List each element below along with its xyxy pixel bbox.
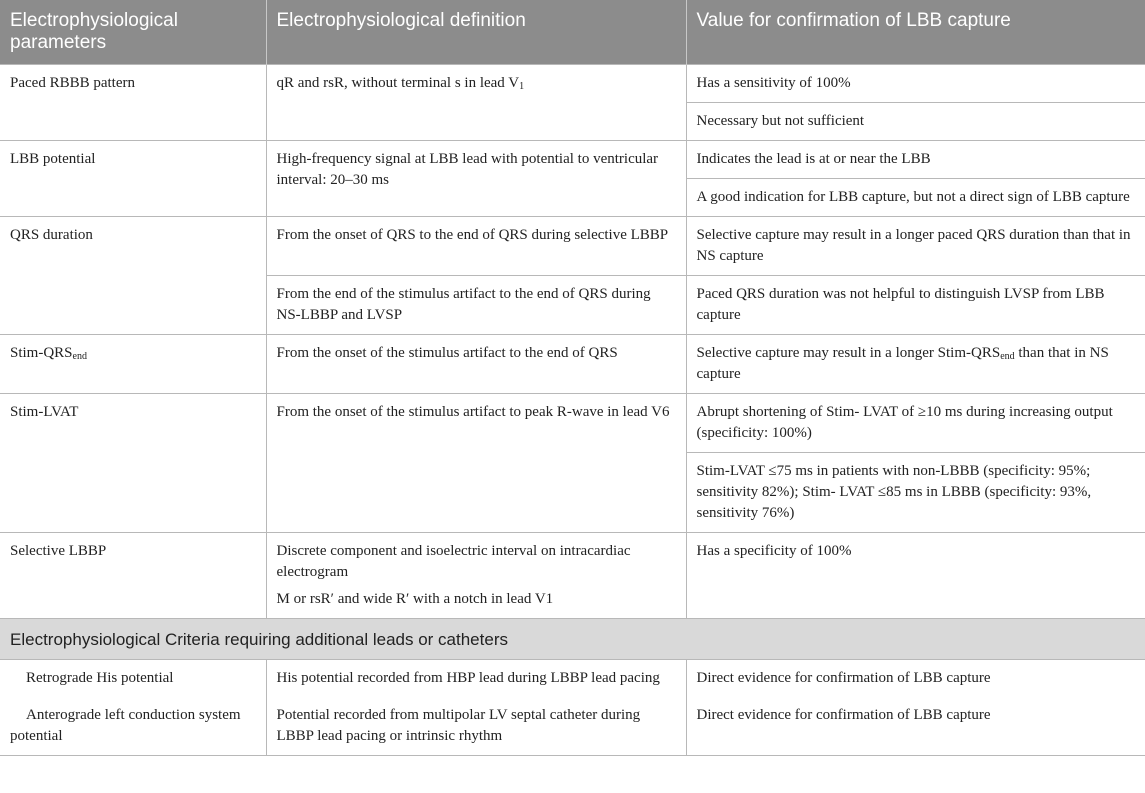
subscript: 1: [519, 81, 525, 92]
header-definition: Electrophysiological definition: [266, 0, 686, 65]
definition-cell: From the end of the stimulus artifact to the end of QRS during NS-LBBP and LVSP: [266, 276, 686, 335]
definition-cell: From the onset of QRS to the end of QRS during selective LBBP: [266, 217, 686, 276]
table-row: [0, 660, 1145, 698]
definition-cell: [266, 533, 686, 619]
param-cell: Retrograde His potential: [0, 660, 266, 698]
param-cell: Anterograde left conduction system potential: [0, 697, 266, 756]
section-title: Electrophysiological Criteria requiring additional leads or catheters: [0, 619, 1145, 660]
value-cell: Indicates the lead is at or near the LBB: [686, 141, 1145, 179]
value-cell: Direct evidence for confirmation of LBB capture: [686, 660, 1145, 698]
value-cell: Has a sensitivity of 100%: [686, 65, 1145, 103]
value-cell: Abrupt shortening of Stim- LVAT of ≥10 ms during increasing output (specificity: 100%): [686, 394, 1145, 453]
table-row: [0, 217, 1145, 276]
definition-text: M or rsR′ and wide R′ with a notch in lead V1: [276, 591, 554, 607]
param-cell: Selective LBBP: [0, 533, 266, 619]
subscript: end: [1000, 351, 1015, 362]
table-row: [0, 65, 1145, 103]
value-cell: Direct evidence for confirmation of LBB capture: [686, 697, 1145, 756]
definition-text: Discrete component and isoelectric interval on intracardiac electrogram: [276, 543, 631, 580]
definition-cell: High-frequency signal at LBB lead with potential to ventricular interval: 20–30 ms: [266, 141, 686, 217]
header-value: Value for confirmation of LBB capture: [686, 0, 1145, 65]
value-cell: Stim-LVAT ≤75 ms in patients with non-LBBB (specificity: 95%; sensitivity 82%); Stim- LVAT ≤85 ms in LBBB (specificity: 93%, sensitivity 76%): [686, 453, 1145, 533]
value-text: Selective capture may result in a longer Stim-QRS: [696, 345, 1001, 361]
definition-cell: [266, 65, 686, 141]
table-row: [0, 533, 1145, 619]
table-row: [0, 697, 1145, 756]
definition-cell: His potential recorded from HBP lead during LBBP lead pacing: [266, 660, 686, 698]
header-row: [0, 0, 1145, 65]
value-cell: Necessary but not sufficient: [686, 103, 1145, 141]
table-row: [0, 335, 1145, 394]
table-row: [0, 141, 1145, 179]
definition-cell: From the onset of the stimulus artifact to the end of QRS: [266, 335, 686, 394]
value-text: than that in NS capture: [696, 345, 1109, 382]
value-cell: [686, 335, 1145, 394]
value-cell: Has a specificity of 100%: [686, 533, 1145, 619]
definition-cell: From the onset of the stimulus artifact to peak R-wave in lead V6: [266, 394, 686, 533]
value-cell: Paced QRS duration was not helpful to distinguish LVSP from LBB capture: [686, 276, 1145, 335]
param-cell: [0, 335, 266, 394]
header-parameters: Electrophysiological parameters: [0, 0, 266, 65]
param-cell: QRS duration: [0, 217, 266, 335]
subscript: end: [72, 351, 87, 362]
definition-cell: Potential recorded from multipolar LV septal catheter during LBBP lead pacing or intrinsic rhythm: [266, 697, 686, 756]
value-cell: Selective capture may result in a longer paced QRS duration than that in NS capture: [686, 217, 1145, 276]
definition-text: qR and rsR, without terminal s in lead V: [276, 75, 520, 91]
param-text: Stim-QRS: [10, 345, 73, 361]
param-cell: LBB potential: [0, 141, 266, 217]
section-row: [0, 619, 1145, 660]
param-cell: Stim-LVAT: [0, 394, 266, 533]
table-row: [0, 394, 1145, 453]
value-cell: A good indication for LBB capture, but not a direct sign of LBB capture: [686, 179, 1145, 217]
param-cell: Paced RBBB pattern: [0, 65, 266, 141]
